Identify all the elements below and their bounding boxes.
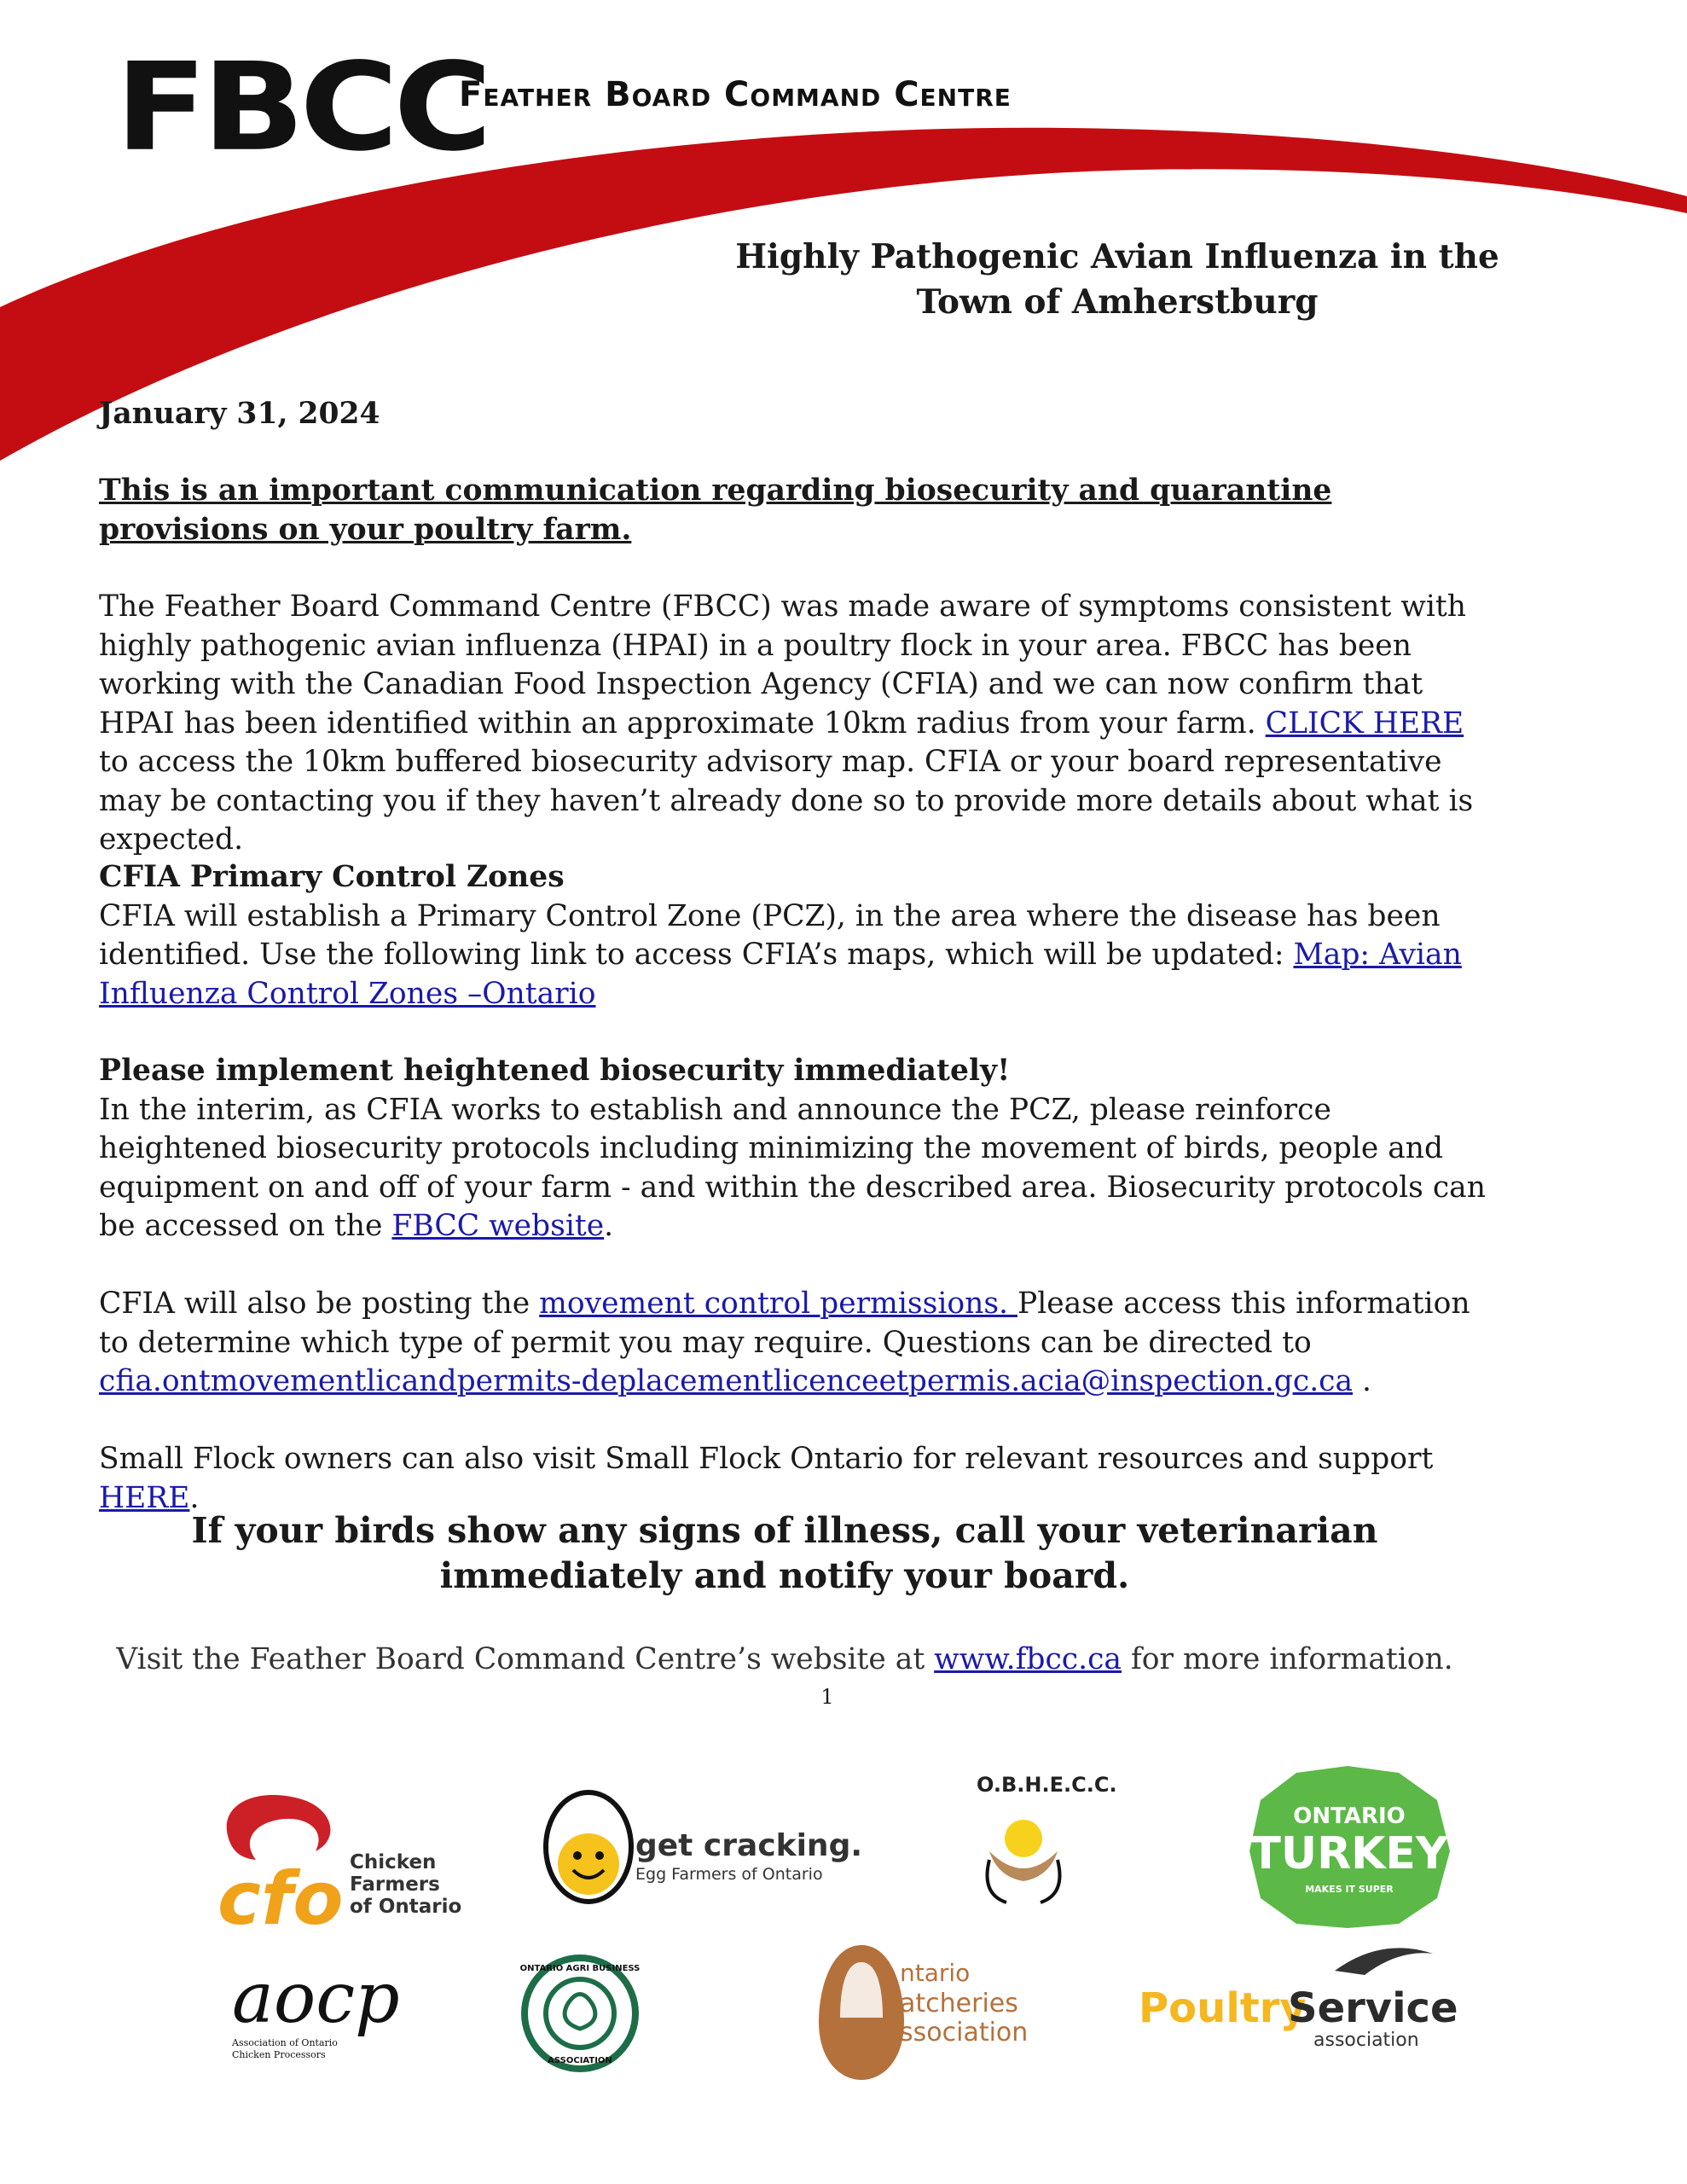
hatcheries-text-3: ssociation (900, 2018, 1029, 2048)
obhecc-logo (977, 1773, 1117, 1902)
cfo-name-3: of Ontario (350, 1896, 462, 1918)
egg-farmers-logo (546, 1792, 862, 1902)
intro-heading: This is an important communication regarding biosecurity and quarantine provisions on your poultry farm. (99, 473, 1332, 547)
feather-icon (1335, 1948, 1433, 1975)
obhecc-text: O.B.H.E.C.C. (977, 1773, 1117, 1797)
biosecurity-period: . (604, 1209, 614, 1243)
smiley-yolk-icon (558, 1833, 619, 1895)
aocp-name-1: Association of Ontario (232, 2037, 338, 2048)
aocp-name-2: Chicken Processors (232, 2049, 326, 2060)
movement-permissions-link[interactable]: movement control permissions. (539, 1287, 1017, 1321)
control-zones-map-link[interactable]: Map: Avian Influenza Control Zones –Ontario (99, 938, 1462, 1011)
title-line-2: Town of Amherstburg (916, 282, 1319, 322)
visit-text: Visit the Feather Board Command Centre’s website at (116, 1642, 935, 1676)
chick-icon (1005, 1820, 1042, 1857)
title-line-1: Highly Pathogenic Avian Influenza in the (735, 237, 1499, 276)
turkey-text-1: ONTARIO (1293, 1804, 1406, 1829)
poultry-service-text-1: Poultry (1139, 1984, 1307, 2032)
small-flock-here-link[interactable]: HERE (99, 1480, 190, 1515)
turkey-text-3: MAKES IT SUPER (1305, 1884, 1394, 1895)
visit-line (85, 1642, 1484, 1676)
movement-text-end: . (1353, 1364, 1371, 1398)
hatcheries-logo (819, 1945, 1028, 2080)
small-flock-paragraph (99, 1440, 1498, 1518)
cfo-name-1: Chicken (350, 1851, 437, 1873)
org-name: Feather Board Command Centre (459, 75, 1012, 114)
poultry-service-text-2: Service (1288, 1984, 1458, 2032)
hatcheries-text-1: ntario (900, 1959, 971, 1987)
illness-callout: If your birds show any signs of illness, call your veterinarian immediately and notify your board. (191, 1510, 1378, 1596)
pcz-heading: CFIA Primary Control Zones (99, 860, 565, 894)
ontario-turkey-logo (1249, 1766, 1450, 1928)
pcz-text: CFIA will establish a Primary Control Zone (PCZ), in the area where the disease has been identified. Use the following link to access CFIA’s maps, which will be updated: (99, 898, 1441, 972)
cfo-logo (217, 1795, 461, 1942)
click-here-link[interactable]: CLICK HERE (1265, 706, 1464, 741)
movement-paragraph (99, 1285, 1498, 1402)
letter-date: January 31, 2024 (99, 397, 380, 431)
intro-text: The Feather Board Command Centre (FBCC) was made aware of symptoms consistent with highly pathogenic avian influenza (HPAI) in a poultry flock in your area. FBCC has been working with the Canadian Food Inspection Agency (CFIA) and we can now confirm that HPAI has been identified within an approximate 10km radius from your farm. (99, 590, 1466, 741)
oaba-logo (520, 1958, 641, 2069)
turkey-text-2: TURKEY (1250, 1828, 1448, 1879)
biosecurity-paragraph (99, 1091, 1498, 1246)
cfo-name-2: Farmers (350, 1873, 440, 1896)
egg-name-1: get cracking. (635, 1828, 863, 1863)
pcz-paragraph (99, 897, 1498, 1014)
fbcc-website-link[interactable]: FBCC website (391, 1209, 605, 1243)
cfo-mark: cfo (217, 1856, 344, 1942)
small-flock-period: . (189, 1480, 200, 1515)
partner-logos (0, 1757, 1687, 2082)
visit-text-end: for more information. (1122, 1642, 1453, 1676)
intro-text-cont: to access the 10km buffered biosecurity advisory map. CFIA or your board representative may be contacting you if they haven’t already done so to provide more details about what is expected. (99, 745, 1474, 857)
cfo-comb-icon (227, 1795, 331, 1860)
oaba-text-1: ONTARIO AGRI BUSINESS (519, 1964, 641, 1973)
poultry-service-logo (1139, 1948, 1458, 2051)
aocp-mark: aocp (232, 1958, 400, 2039)
poultry-service-text-3: association (1313, 2030, 1419, 2051)
egg-name-2: Egg Farmers of Ontario (635, 1865, 823, 1884)
movement-text: CFIA will also be posting the (99, 1287, 540, 1321)
small-flock-text: Small Flock owners can also visit Small Flock Ontario for relevant resources and support (99, 1442, 1434, 1476)
biosecurity-section (99, 1052, 1498, 1246)
intro-paragraph (99, 588, 1498, 860)
page-number: 1 (820, 1685, 834, 1709)
cfia-email-link[interactable]: cfia.ontmovementlicandpermits-deplacementlicenceetpermis.acia@inspection.gc.ca (99, 1364, 1354, 1398)
biosecurity-heading: Please implement heightened biosecurity immediately! (99, 1054, 1011, 1088)
biosecurity-text: In the interim, as CFIA works to establish and announce the PCZ, please reinforce heightened biosecurity protocols including minimizing the movement of birds, people and equipment on and off of your farm - and within the described area. Biosecurity protocols can be accessed on the (99, 1092, 1486, 1243)
fbcc-url-link[interactable]: www.fbcc.ca (934, 1642, 1122, 1676)
page-title (733, 235, 1501, 325)
pcz-section (99, 858, 1498, 1014)
movement-text-cont: Please access this information to determine which type of permit you may require. Questions can be directed to (99, 1287, 1470, 1360)
hatcheries-text-2: atcheries (900, 1989, 1018, 2018)
fbcc-logo: FBCC (115, 37, 488, 178)
oaba-text-2: ASSOCIATION (548, 2056, 612, 2065)
aocp-logo (231, 1958, 400, 2060)
